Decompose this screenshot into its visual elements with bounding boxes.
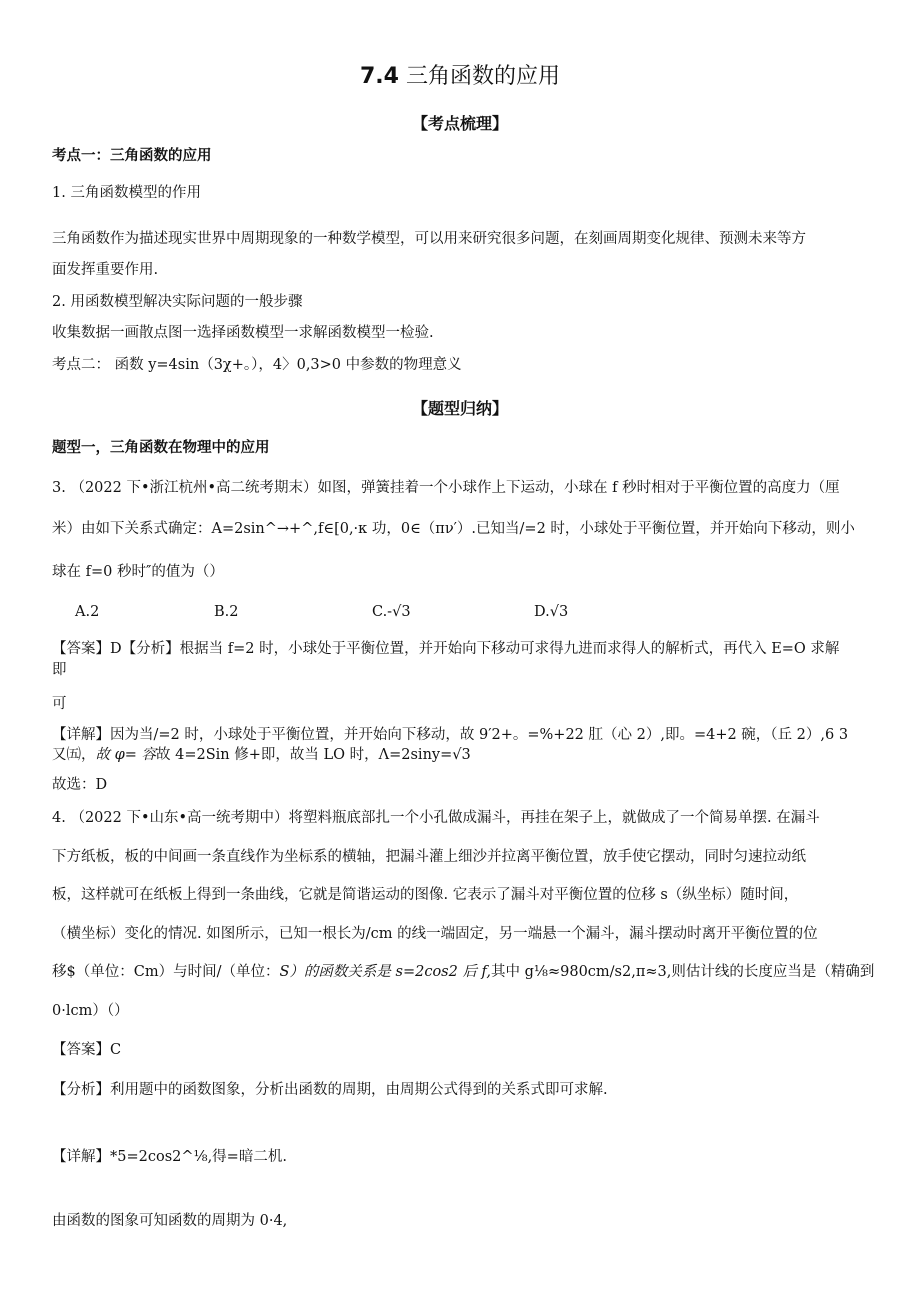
- kp1-heading: 考点一：三角函数的应用: [52, 147, 212, 164]
- q4-answer: 【答案】C: [52, 1042, 122, 1058]
- section-heading-tixing: 【题型归纳】: [411, 399, 508, 418]
- q3-detail-line-1: 【详解】因为当/=2 时，小球处于平衡位置，并开始向下移动，故 9′2+。=%+22 肛（心 2）,即。=4+2 碗，（丘 2）,6 3: [52, 727, 849, 743]
- q4-line-5-part-a: 移$（单位：Cm）与时间/（单位：: [52, 964, 280, 980]
- q3-line-3: 球在 f=0 秒时″的值为（）: [52, 564, 224, 580]
- q3-answer-line-2: 即: [52, 662, 67, 678]
- q3-detail-line-2: [52, 745, 471, 765]
- q3-detail-part-c: 故 4=2Sin 修+即，故当 LO 时，Λ=2siny=√3: [156, 747, 471, 763]
- q4-line-5: [52, 962, 874, 982]
- q3-answer-line-3: 可: [52, 696, 67, 712]
- q4-line-1: 4. （2022 下•山东•高一统考期中）将塑料瓶底部扎一个小孔做成漏斗，再挂在架子上，就做成了一个简易单摆. 在漏斗: [52, 810, 820, 826]
- q3-detail-part-a: 又㈤，: [52, 747, 96, 763]
- q4-line-2: 下方纸板，板的中间画一条直线作为坐标系的横轴，把漏斗灌上细沙并拉离平衡位置，放手使它摆动，同时匀速拉动纸: [52, 849, 806, 865]
- q3-line-2: 米）由如下关系式确定：A=2sin^→+^,f∈[0,·κ 功，0∈（πν′）.已知当/=2 时，小球处于平衡位置，并开始向下移动，则小: [52, 521, 855, 537]
- q4-line-5-part-b: S）的函数关系是 s=2cos2 后 f,: [279, 964, 492, 980]
- q3-choice-a: A.2: [75, 604, 100, 620]
- type1-heading: 题型一，三角函数在物理中的应用: [52, 439, 270, 456]
- q4-period: 由函数的图象可知函数的周期为 0·4,: [52, 1213, 288, 1229]
- q4-line-4: （横坐标）变化的情况. 如图所示，已知一根长为/cm 的线一端固定，另一端悬一个漏斗，漏斗摆动时离开平衡位置的位: [52, 926, 818, 942]
- q3-line-1: 3. （2022 下•浙江杭州•高二统考期末）如图，弹簧挂着一个小球作上下运动，小球在 f 秒时相对于平衡位置的高度力（厘: [52, 480, 840, 496]
- q4-line-3: 板，这样就可在纸板上得到一条曲线，它就是简谐运动的图像. 它表示了漏斗对平衡位置的位移 s（纵坐标）随时间，: [52, 887, 799, 903]
- para-2: 收集数据一画散点图一选择函数模型一求解函数模型一检验.: [52, 325, 434, 341]
- q4-detail: 【详解】*5=2cos2^⅛,得=暗二机.: [52, 1149, 287, 1165]
- title-text: 三角函数的应用: [405, 64, 560, 89]
- para-1-line-1: 三角函数作为描述现实世界中周期现象的一种数学模型，可以用来研究很多问题，在刻画周期变化规律、预测未来等方: [52, 231, 806, 247]
- item-1: 1. 三角函数模型的作用: [52, 185, 201, 201]
- q3-pick: 故选：D: [52, 777, 108, 793]
- q4-analysis: 【分析】利用题中的函数图象，分析出函数的周期，由周期公式得到的关系式即可求解.: [52, 1082, 608, 1098]
- q4-line-5-part-c: 其中 g⅛≈980cm∕s2,π≈3,则估计线的长度应当是（精确到: [491, 964, 875, 980]
- section-heading-kaodian: 【考点梳理】: [411, 114, 508, 133]
- kp2-line: 考点二： 函数 y=4sin（3χ+。），4〉0,3>0 中参数的物理意义: [52, 357, 462, 373]
- q3-choice-b: B.2: [214, 604, 239, 620]
- q3-choice-c: C.-√3: [372, 604, 411, 620]
- q4-line-6: 0·lcm）（）: [52, 1003, 129, 1019]
- item-2: 2. 用函数模型解决实际问题的一般步骤: [52, 294, 303, 310]
- title-number: 7.4: [360, 64, 399, 89]
- q3-answer-line-1: 【答案】D【分析】根据当 f=2 时，小球处于平衡位置，并开始向下移动可求得九进而求得人的解析式，再代入 E=O 求解: [52, 641, 840, 657]
- para-1-line-2: 面发挥重要作用.: [52, 262, 159, 278]
- page-title: [0, 63, 920, 91]
- q3-choice-d: D.√3: [534, 604, 569, 620]
- q3-detail-part-b: 故 φ= 容: [95, 747, 157, 763]
